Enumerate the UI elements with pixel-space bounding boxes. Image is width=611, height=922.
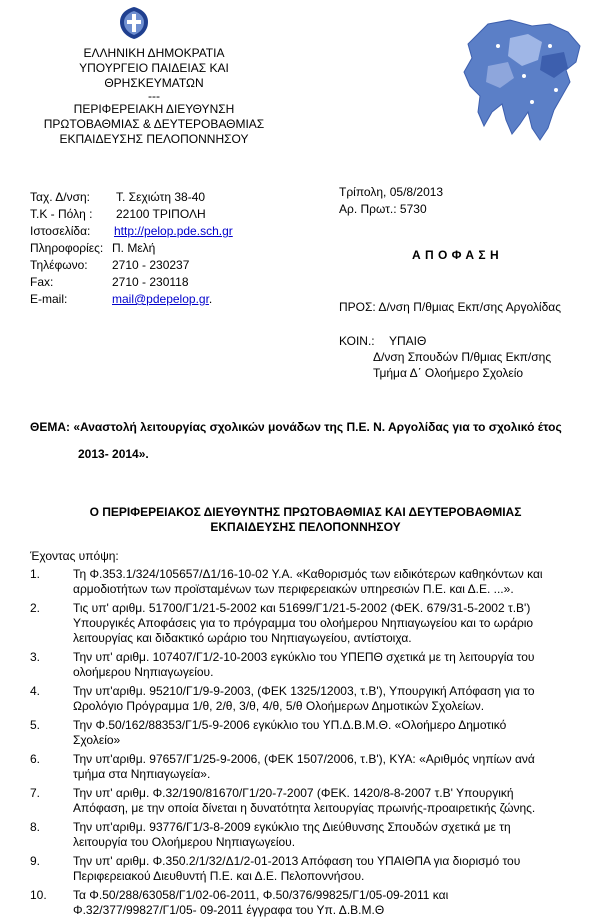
item-number: 6.	[30, 752, 41, 766]
info-label: Πληροφορίες:	[30, 241, 104, 255]
item-line: Την υπ' αριθμ. Φ.32/190/81670/Γ1/20-7-2007 (ΦΕΚ. 1420/8-8-2007 τ.Β' Υπουργική	[73, 786, 514, 800]
cc-line: Δ/νση Σπουδών Π/θμιας Εκπ/σης	[373, 350, 552, 364]
item-line: Ωρολόγιο Πρόγραμμα 1/θ, 2/θ, 3/θ, 4/θ, 5/θ Ολοήμερων Δημοτικών Σχολείων.	[73, 699, 485, 713]
subject-line-1: ΘΕΜΑ: «Αναστολή λειτουργίας σχολικών μονάδων της Π.Ε. Ν. Αργολίδας για το σχολικό έτος	[30, 420, 562, 434]
item-line: Τα Φ.50/288/63058/Γ1/02-06-2011, Φ.50/376/99825/Γ1/05-09-2011 και	[73, 888, 449, 902]
phone-value: 2710 - 230237	[112, 258, 190, 272]
fax-value: 2710 - 230118	[112, 275, 189, 289]
city-label: Τ.Κ - Πόλη :	[30, 207, 93, 221]
header-line: ---	[148, 89, 160, 103]
item-number: 8.	[30, 820, 41, 834]
list-item	[30, 820, 605, 850]
address-label: Ταχ. Δ/νση:	[30, 190, 91, 204]
item-line: Περιφερειακού Διευθυντή Π.Ε. και Δ.Ε. Πελοποννήσου.	[73, 869, 365, 883]
header-line: ΘΡΗΣΚΕΥΜΑΤΩΝ	[104, 76, 204, 90]
item-line: αρμοδιοτήτων των προϊσταμένων των περιφερειακών υπηρεσιών Π.Ε. και Δ.Ε. ...».	[73, 582, 514, 596]
email-link[interactable]: mail@pdepelop.gr	[112, 292, 209, 306]
list-item	[30, 752, 605, 782]
cc-line: ΥΠΑΙΘ	[389, 334, 427, 348]
website-link[interactable]: http://pelop.pde.sch.gr	[114, 224, 233, 238]
item-line: Την υπ'αριθμ. 95210/Γ1/9-9-2003, (ΦΕΚ 1325/12003, τ.Β'), Υπουργική Απόφαση για το	[73, 684, 535, 698]
fax-label: Fax:	[30, 275, 54, 289]
address-value: Τ. Σεχιώτη 38-40	[116, 190, 206, 204]
item-line: Απόφαση, με την οποία δίνεται η δυνατότητα λειτουργίας πρωινής-προαιρετικής ζώνης.	[73, 801, 536, 815]
item-line: ολοήμερου Νηπιαγωγείου.	[73, 665, 214, 679]
cc-line: Τμήμα Δ΄ Ολοήμερο Σχολείο	[373, 366, 524, 380]
protocol-number: Αρ. Πρωτ.: 5730	[339, 202, 427, 216]
email-label: E-mail:	[30, 292, 68, 306]
item-line: Την υπ'αριθμ. 97657/Γ1/25-9-2006, (ΦΕΚ 1507/2006, τ.Β'), ΚΥΑ: «Αριθμός νηπίων ανά	[73, 752, 535, 766]
item-line: Σχολείο»	[73, 733, 121, 747]
item-line: λειτουργία του Ολοήμερου Νηπιαγωγείου.	[73, 835, 296, 849]
list-item	[30, 567, 605, 597]
recipient-to: ΠΡΟΣ: Δ/νση Π/θμιας Εκπ/σης Αργολίδας	[339, 300, 561, 314]
authority-line-1: Ο ΠΕΡΙΦΕΡΕΙΑΚΟΣ ΔΙΕΥΘΥΝΤΗΣ ΠΡΩΤΟΒΑΘΜΙΑΣ ΚΑΙ ΔΕΥΤΕΡΟΒΑΘΜΙΑΣ	[89, 505, 522, 519]
peloponnese-map-icon	[458, 16, 590, 146]
place-date: Τρίπολη, 05/8/2013	[339, 185, 444, 199]
item-line: Την Φ.50/162/88353/Γ1/5-9-2006 εγκύκλιο του ΥΠ.Δ.Β.Μ.Θ. «Ολοήμερο Δημοτικό	[73, 718, 507, 732]
list-item	[30, 718, 605, 748]
header-line: ΠΕΡΙΦΕΡΕΙΑΚΗ ΔΙΕΥΘΥΝΣΗ	[73, 102, 235, 116]
list-item	[30, 650, 605, 680]
header-line: ΕΛΛΗΝΙΚΗ ΔΗΜΟΚΡΑΤΙΑ	[83, 46, 225, 60]
header-line: ΥΠΟΥΡΓΕΙΟ ΠΑΙΔΕΙΑΣ ΚΑΙ	[79, 61, 229, 75]
item-line: Φ.32/377/99827/Γ1/05- 09-2011 έγγραφα του Υπ. Δ.Β.Μ.Θ	[73, 903, 385, 917]
item-line: Τις υπ' αριθμ. 51700/Γ1/21-5-2002 και 51699/Γ1/21-5-2002 (ΦΕΚ. 679/31-5-2002 τ.Β')	[73, 601, 531, 615]
list-item	[30, 786, 605, 816]
document-type: Α Π Ο Φ Α Σ Η	[412, 248, 500, 262]
item-number: 9.	[30, 854, 41, 868]
item-number: 3.	[30, 650, 41, 664]
considering-heading: Έχοντας υπόψη:	[30, 549, 119, 563]
subject-line-2: 2013- 2014».	[78, 447, 149, 461]
item-number: 1.	[30, 567, 41, 581]
item-line: Υπουργικές Αποφάσεις για το πρόγραμμα του ολοήμερου Νηπιαγωγείου και το ωράριο	[73, 616, 534, 630]
list-item	[30, 854, 605, 884]
item-line: λειτουργίας και διδακτικό ωράριο του Νηπιαγωγείου, αντίστοιχα.	[73, 631, 412, 645]
city-value: 22100 ΤΡΙΠΟΛΗ	[116, 207, 206, 221]
item-line: τμήμα στα Νηπιαγωγεία».	[73, 767, 211, 781]
list-item	[30, 601, 605, 646]
website-label: Ιστοσελίδα:	[30, 224, 91, 238]
item-number: 2.	[30, 601, 41, 615]
email-suffix: .	[208, 292, 213, 306]
cc-label: ΚΟΙΝ.:	[339, 334, 375, 348]
greek-coat-of-arms-icon	[118, 6, 150, 40]
header-line: ΠΡΩΤΟΒΑΘΜΙΑΣ & ΔΕΥΤΕΡΟΒΑΘΜΙΑΣ	[43, 117, 265, 131]
header-line: ΕΚΠΑΙΔΕΥΣΗΣ ΠΕΛΟΠΟΝΝΗΣΟΥ	[59, 132, 249, 146]
considerations-list	[30, 567, 605, 922]
ministry-header	[40, 46, 268, 147]
list-item	[30, 684, 605, 714]
item-line: Την υπ'αριθμ. 93776/Γ1/3-8-2009 εγκύκλιο της Διεύθυνσης Σπουδών σχετικά με τη	[73, 820, 511, 834]
item-line: Την υπ' αριθμ. 107407/Γ1/2-10-2003 εγκύκλιο του ΥΠΕΠΘ σχετικά με τη λειτουργία του	[73, 650, 535, 664]
item-number: 4.	[30, 684, 41, 698]
item-line: Την υπ' αριθμ. Φ.350.2/1/32/Δ1/2-01-2013 Απόφαση του ΥΠΑΙΘΠΑ για διορισμό του	[73, 854, 521, 868]
item-number: 10.	[30, 888, 47, 902]
item-number: 5.	[30, 718, 41, 732]
item-number: 7.	[30, 786, 41, 800]
authority-line-2: ΕΚΠΑΙΔΕΥΣΗΣ ΠΕΛΟΠΟΝΝΗΣΟΥ	[210, 520, 401, 534]
info-value: Π. Μελή	[112, 241, 156, 255]
phone-label: Τηλέφωνο:	[30, 258, 88, 272]
contact-block	[30, 190, 310, 307]
item-line: Τη Φ.353.1/324/105657/Δ1/16-10-02 Υ.Α. «Καθορισμός των ειδικότερων καθηκόντων και	[73, 567, 543, 581]
